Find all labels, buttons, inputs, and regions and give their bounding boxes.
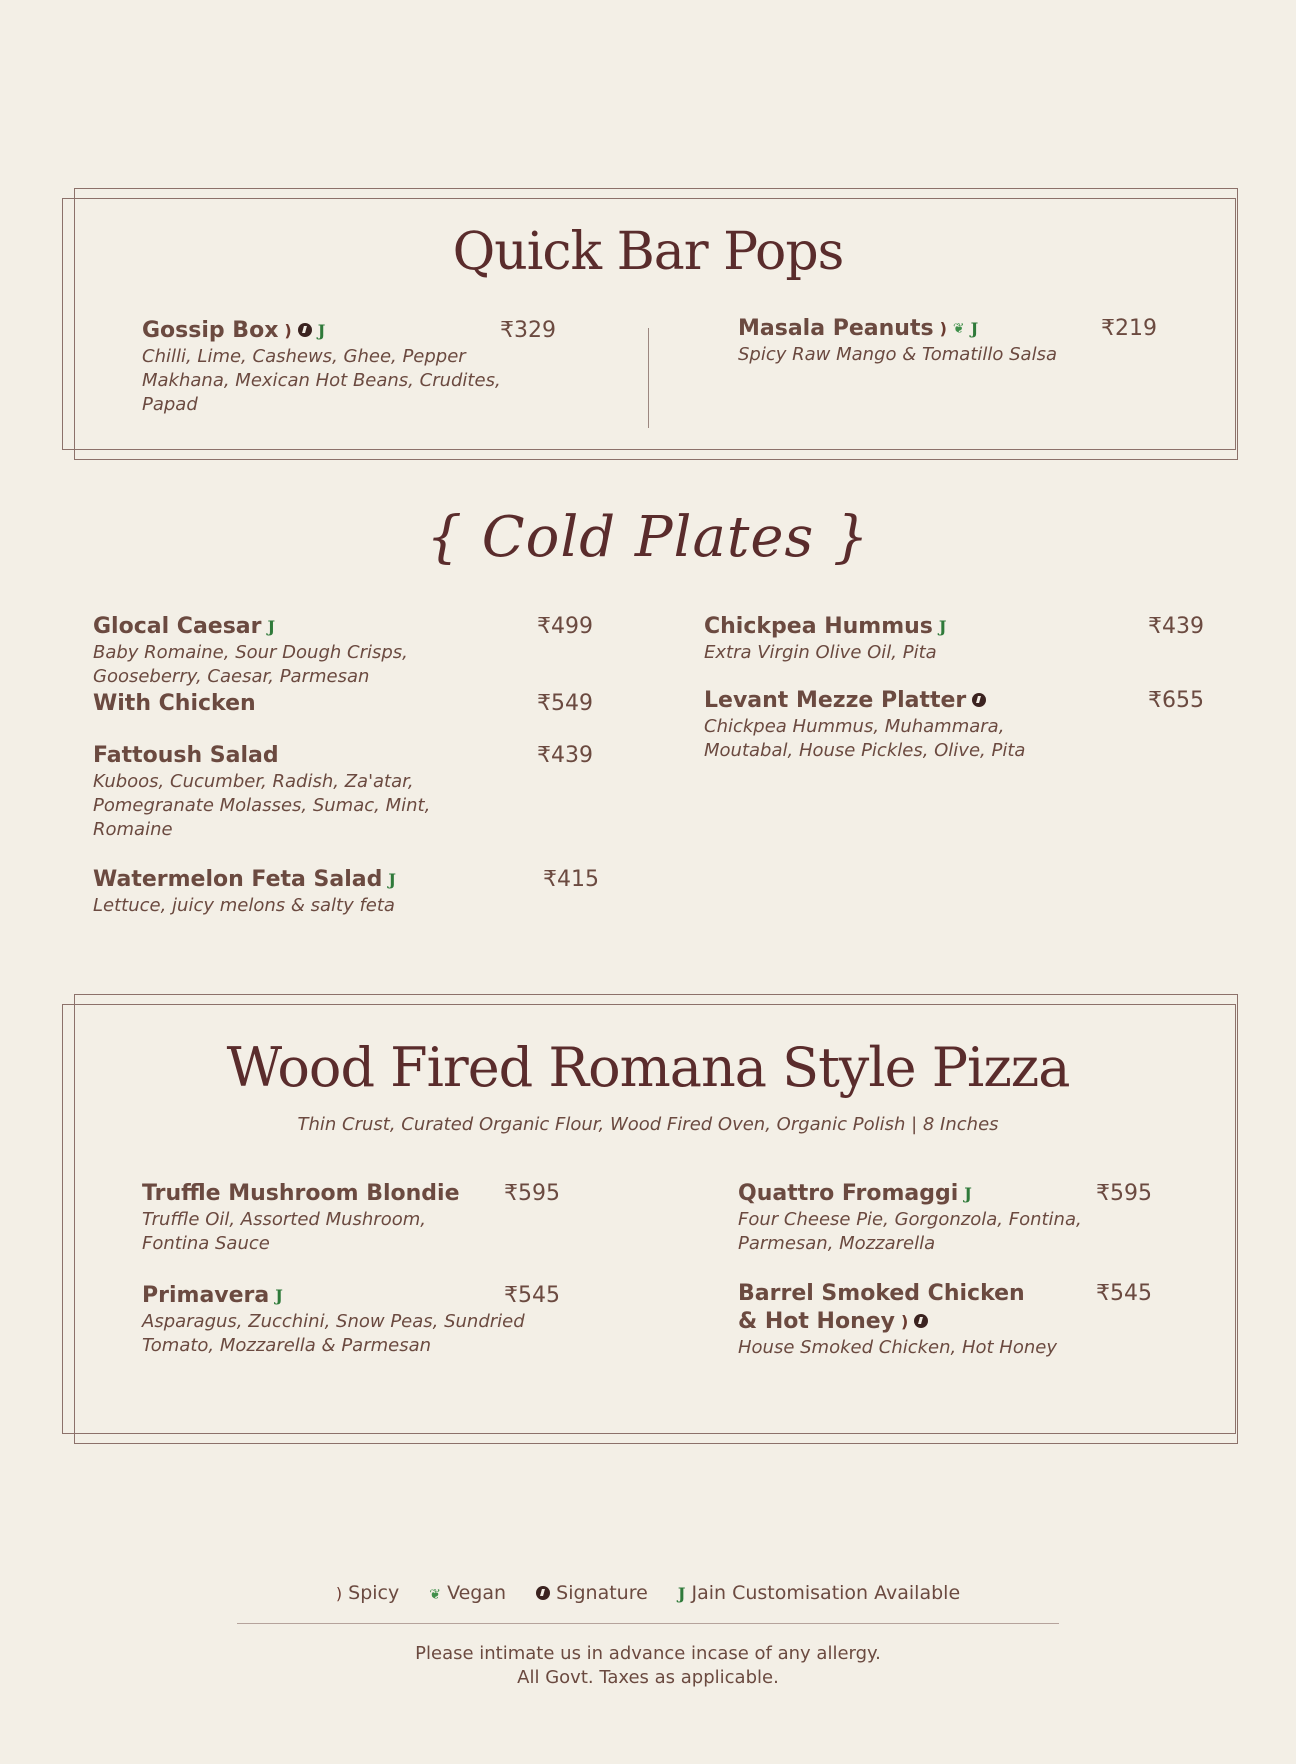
item-description: Kuboos, Cucumber, Radish, Za'atar, Pomegranate Molasses, Sumac, Mint, Romaine bbox=[93, 771, 431, 840]
signature-icon bbox=[536, 1586, 550, 1600]
item-name: With Chicken bbox=[93, 691, 256, 716]
item-name: Quattro Fromaggi bbox=[738, 1181, 959, 1206]
spicy-icon: ) bbox=[939, 319, 947, 338]
item-name: Primavera bbox=[142, 1283, 270, 1308]
item-description: Chilli, Lime, Cashews, Ghee, Pepper Makhana, Mexican Hot Beans, Crudites, Papad bbox=[142, 346, 501, 415]
allergy-note: Please intimate us in advance incase of any allergy. bbox=[415, 1643, 881, 1664]
item-name: Levant Mezze Platter bbox=[704, 688, 967, 713]
legend-spicy bbox=[336, 1582, 399, 1604]
tax-note: All Govt. Taxes as applicable. bbox=[517, 1667, 779, 1688]
jain-icon: J bbox=[388, 870, 396, 889]
legend-label: Signature bbox=[556, 1582, 648, 1604]
menu-item-primavera bbox=[142, 1282, 562, 1358]
item-name: Chickpea Hummus bbox=[704, 614, 933, 639]
jain-icon: J bbox=[275, 1286, 283, 1305]
item-price: ₹655 bbox=[1148, 688, 1204, 713]
spicy-icon: ) bbox=[284, 321, 292, 340]
jain-icon: J bbox=[938, 617, 947, 636]
quick-bar-pops-title: Quick Bar Pops bbox=[452, 222, 844, 282]
legend-label: Spicy bbox=[348, 1582, 400, 1604]
item-description: Four Cheese Pie, Gorgonzola, Fontina, Parmesan, Mozzarella bbox=[738, 1209, 1082, 1254]
item-name-line2: & Hot Honey bbox=[738, 1309, 895, 1334]
item-price: ₹595 bbox=[504, 1181, 560, 1206]
spicy-icon: ) bbox=[335, 1584, 343, 1603]
item-name: Gossip Box bbox=[142, 318, 279, 343]
item-description: Spicy Raw Mango & Tomatillo Salsa bbox=[738, 344, 1057, 365]
item-price: ₹549 bbox=[537, 691, 593, 716]
item-price: ₹415 bbox=[543, 867, 599, 892]
item-name: Truffle Mushroom Blondie bbox=[142, 1181, 460, 1206]
item-name-line1: Barrel Smoked Chicken bbox=[738, 1281, 1025, 1306]
item-description: Truffle Oil, Assorted Mushroom, Fontina Sauce bbox=[142, 1209, 426, 1254]
item-price: ₹439 bbox=[1148, 614, 1204, 639]
menu-item-quattro-fromaggi bbox=[738, 1180, 1158, 1256]
item-description: House Smoked Chicken, Hot Honey bbox=[738, 1337, 1057, 1358]
jain-icon: J bbox=[317, 321, 326, 340]
signature-icon bbox=[914, 1314, 928, 1328]
jain-icon: J bbox=[964, 1184, 972, 1203]
item-description: Lettuce, juicy melons & salty feta bbox=[93, 895, 395, 916]
footer-divider bbox=[237, 1623, 1059, 1624]
legend-label: Jain Customisation Available bbox=[691, 1582, 961, 1604]
item-price: ₹499 bbox=[537, 614, 593, 639]
item-name: Watermelon Feta Salad bbox=[93, 867, 383, 892]
cold-plates-title: { Cold Plates } bbox=[426, 505, 870, 570]
spicy-icon: ) bbox=[901, 1312, 909, 1331]
pizza-subtitle: Thin Crust, Curated Organic Flour, Wood Fired Oven, Organic Polish | 8 Inches bbox=[297, 1114, 999, 1135]
item-price: ₹219 bbox=[1101, 316, 1157, 341]
item-name: Glocal Caesar bbox=[93, 614, 262, 639]
jain-icon: J bbox=[677, 1584, 686, 1603]
dietary-legend bbox=[0, 1582, 1296, 1604]
item-description: Asparagus, Zucchini, Snow Peas, Sundried Tomato, Mozzarella & Parmesan bbox=[142, 1311, 525, 1356]
jain-icon: J bbox=[970, 319, 979, 338]
item-price: ₹329 bbox=[500, 318, 556, 343]
item-description: Chickpea Hummus, Muhammara, Moutabal, House Pickles, Olive, Pita bbox=[704, 716, 1026, 761]
vegan-leaf-icon: ❦ bbox=[429, 1587, 442, 1603]
legend-signature bbox=[536, 1582, 648, 1604]
vegan-leaf-icon: ❦ bbox=[952, 321, 965, 337]
item-name: Masala Peanuts bbox=[738, 316, 934, 341]
item-price: ₹595 bbox=[1096, 1181, 1152, 1206]
item-description: Baby Romaine, Sour Dough Crisps, Gooseberry, Caesar, Parmesan bbox=[93, 642, 408, 687]
jain-icon: J bbox=[267, 617, 276, 636]
legend-label: Vegan bbox=[447, 1582, 507, 1604]
item-price: ₹545 bbox=[504, 1283, 560, 1308]
item-price: ₹545 bbox=[1096, 1281, 1152, 1306]
item-name: Fattoush Salad bbox=[93, 743, 279, 768]
menu-item-truffle-mushroom-blondie bbox=[142, 1180, 562, 1256]
pizza-title: Wood Fired Romana Style Pizza bbox=[226, 1036, 1070, 1099]
legend-jain bbox=[678, 1582, 960, 1604]
menu-item-barrel-smoked-chicken bbox=[738, 1280, 1158, 1360]
item-price: ₹439 bbox=[537, 743, 593, 768]
item-description: Extra Virgin Olive Oil, Pita bbox=[704, 642, 937, 663]
legend-vegan bbox=[429, 1582, 506, 1604]
